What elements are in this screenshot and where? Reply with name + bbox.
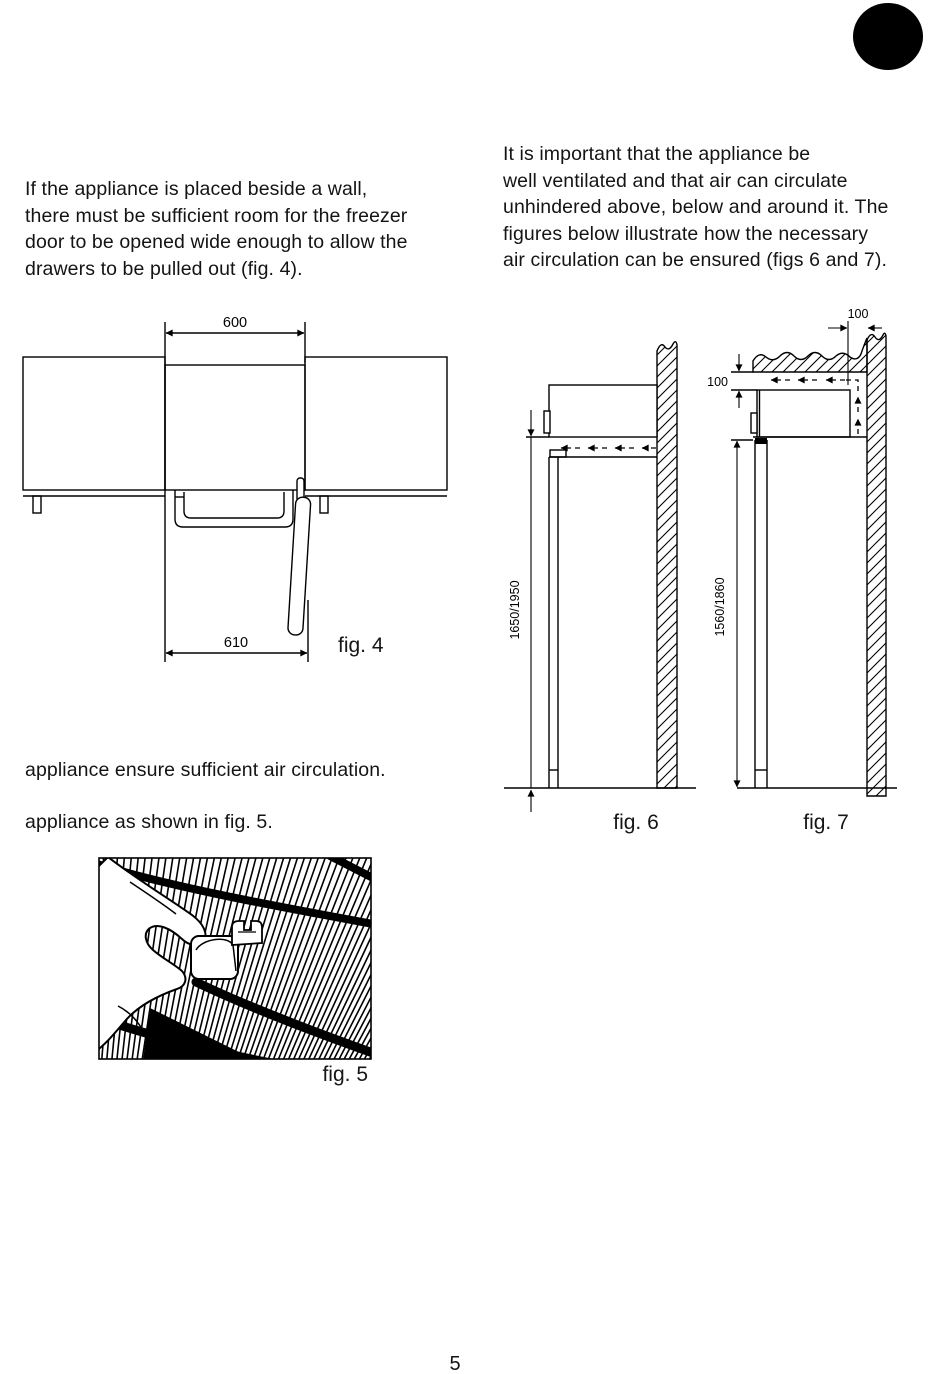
text-line: drawers to be pulled out (fig. 4). [25, 257, 303, 280]
fig6-drawing [504, 342, 696, 812]
fragment-air-circulation: appliance ensure sufficient air circulation. [25, 759, 386, 781]
fig4-dim-top-label: 600 [222, 315, 248, 331]
fig4-dim-bottom-label: 610 [223, 635, 249, 651]
fig7-drawing [707, 307, 897, 796]
fig7-wall-gap-label: 100 [847, 307, 869, 321]
text-line: figures below illustrate how the necessary [503, 222, 869, 245]
text-line: It is important that the appliance be [503, 143, 811, 165]
fig7-height-label: 1560/1860 [713, 577, 727, 637]
text-line: air circulation can be ensured (figs 6 and 7). [503, 249, 887, 271]
fig4-drawing [23, 315, 447, 662]
fig5-drawing [81, 850, 496, 1072]
page-number: 5 [449, 1353, 461, 1374]
text-line: there must be sufficient room for the freezer [25, 204, 408, 227]
text-line: door to be opened wide enough to allow the [25, 231, 408, 253]
text-line: well ventilated and that air can circulate [503, 169, 848, 192]
fig7-caption: fig. 7 [803, 811, 849, 834]
text-line: unhindered above, below and around it. The [503, 196, 889, 218]
fig6-caption: fig. 6 [613, 811, 659, 834]
fig6-height-label: 1650/1950 [508, 580, 522, 640]
fig4-caption: fig. 4 [338, 634, 384, 657]
fig7-top-gap-label: 100 [707, 375, 728, 389]
text-line: If the appliance is placed beside a wall, [25, 178, 368, 200]
fragment-fig5: appliance as shown in fig. 5. [25, 811, 273, 833]
fig5-caption: fig. 5 [322, 1063, 368, 1086]
